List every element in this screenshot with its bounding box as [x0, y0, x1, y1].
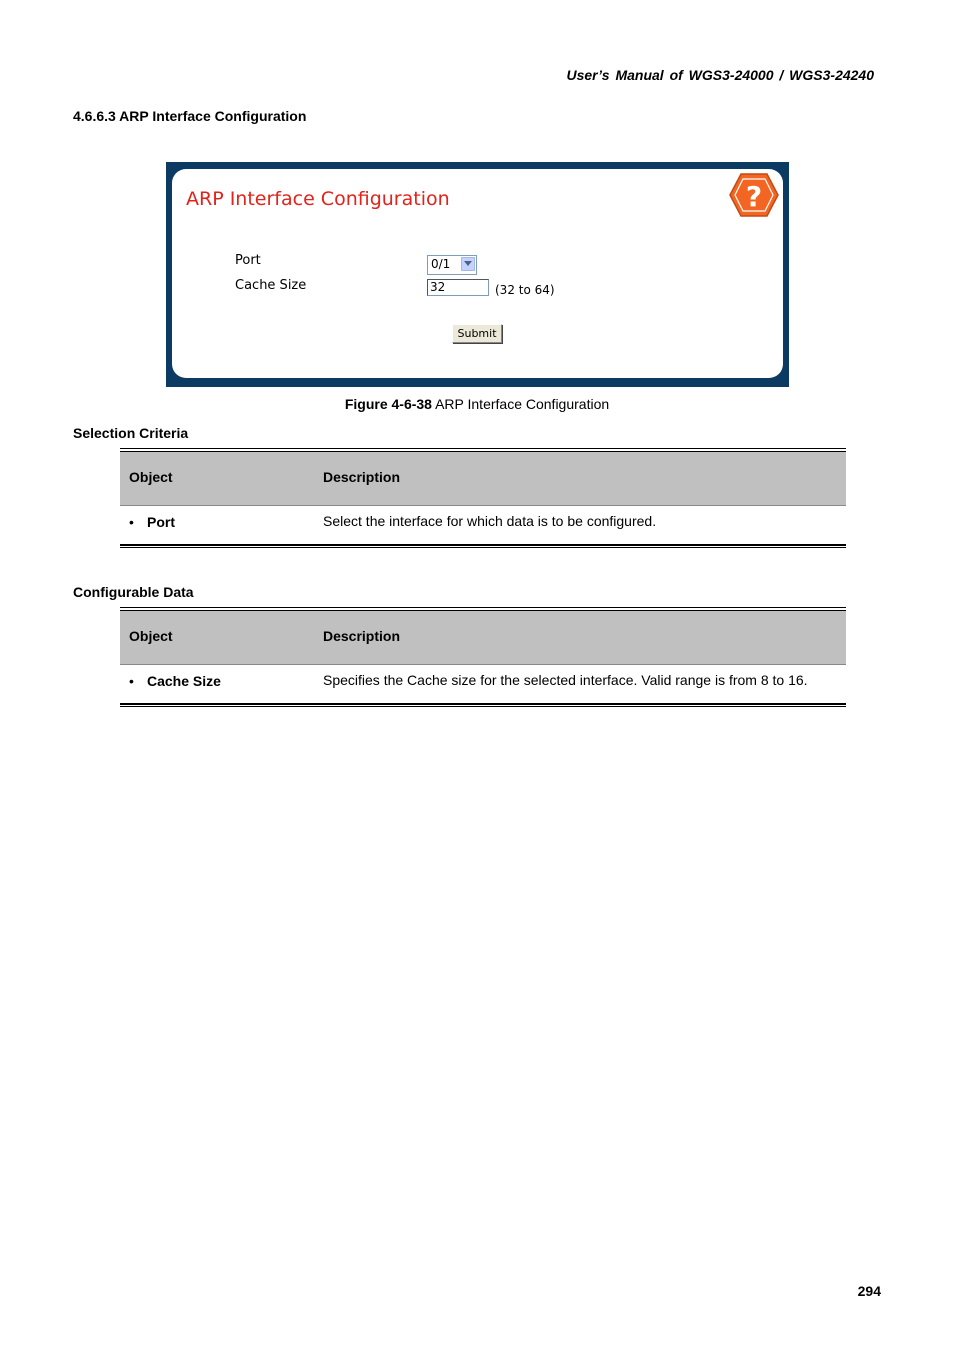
- table-header: [120, 611, 846, 665]
- ui-screenshot-frame: [166, 162, 789, 387]
- header-description: Description: [323, 628, 401, 644]
- row-description: Select the interface for which data is to be configured.: [323, 513, 657, 529]
- port-select-value: 0/1: [431, 257, 451, 271]
- port-label: Port: [235, 253, 261, 268]
- configurable-data-table: [120, 607, 846, 707]
- question-mark-icon[interactable]: [729, 173, 779, 217]
- cache-size-input[interactable]: 32: [427, 279, 489, 296]
- configurable-data-title: Configurable Data: [73, 584, 194, 600]
- selection-criteria-table: [120, 448, 846, 548]
- figure-caption: [0, 396, 954, 412]
- table-header: [120, 452, 846, 506]
- table-row: • Cache Size Specifies the Cache size for the selected interface. Valid range is from 8 to 16.: [129, 672, 808, 689]
- cache-size-range: (32 to 64): [495, 283, 555, 297]
- chevron-down-icon[interactable]: [461, 257, 475, 271]
- page-number: 294: [857, 1283, 881, 1299]
- table-row: • Port Select the interface for which data is to be configured.: [129, 513, 657, 530]
- section-title: 4.6.6.3 ARP Interface Configuration: [73, 108, 307, 124]
- row-object: Cache Size: [147, 673, 221, 689]
- svg-text:?: ?: [745, 180, 763, 213]
- row-object: Port: [147, 514, 175, 530]
- header-object: Object: [129, 628, 173, 644]
- config-panel: [172, 169, 783, 378]
- figure-number: Figure 4-6-38: [344, 396, 432, 412]
- cache-size-label: Cache Size: [235, 278, 307, 293]
- manual-header: User’s Manual of WGS3-24000 / WGS3-24240: [566, 67, 874, 83]
- submit-button[interactable]: Submit: [452, 324, 502, 343]
- header-object: Object: [129, 469, 173, 485]
- row-description: Specifies the Cache size for the selected interface. Valid range is from 8 to 16.: [323, 672, 808, 688]
- port-select[interactable]: [427, 255, 477, 275]
- header-description: Description: [323, 469, 401, 485]
- panel-title: ARP Interface Configuration: [186, 188, 450, 210]
- figure-caption-text: ARP Interface Configuration: [431, 396, 610, 412]
- selection-criteria-title: Selection Criteria: [73, 425, 189, 441]
